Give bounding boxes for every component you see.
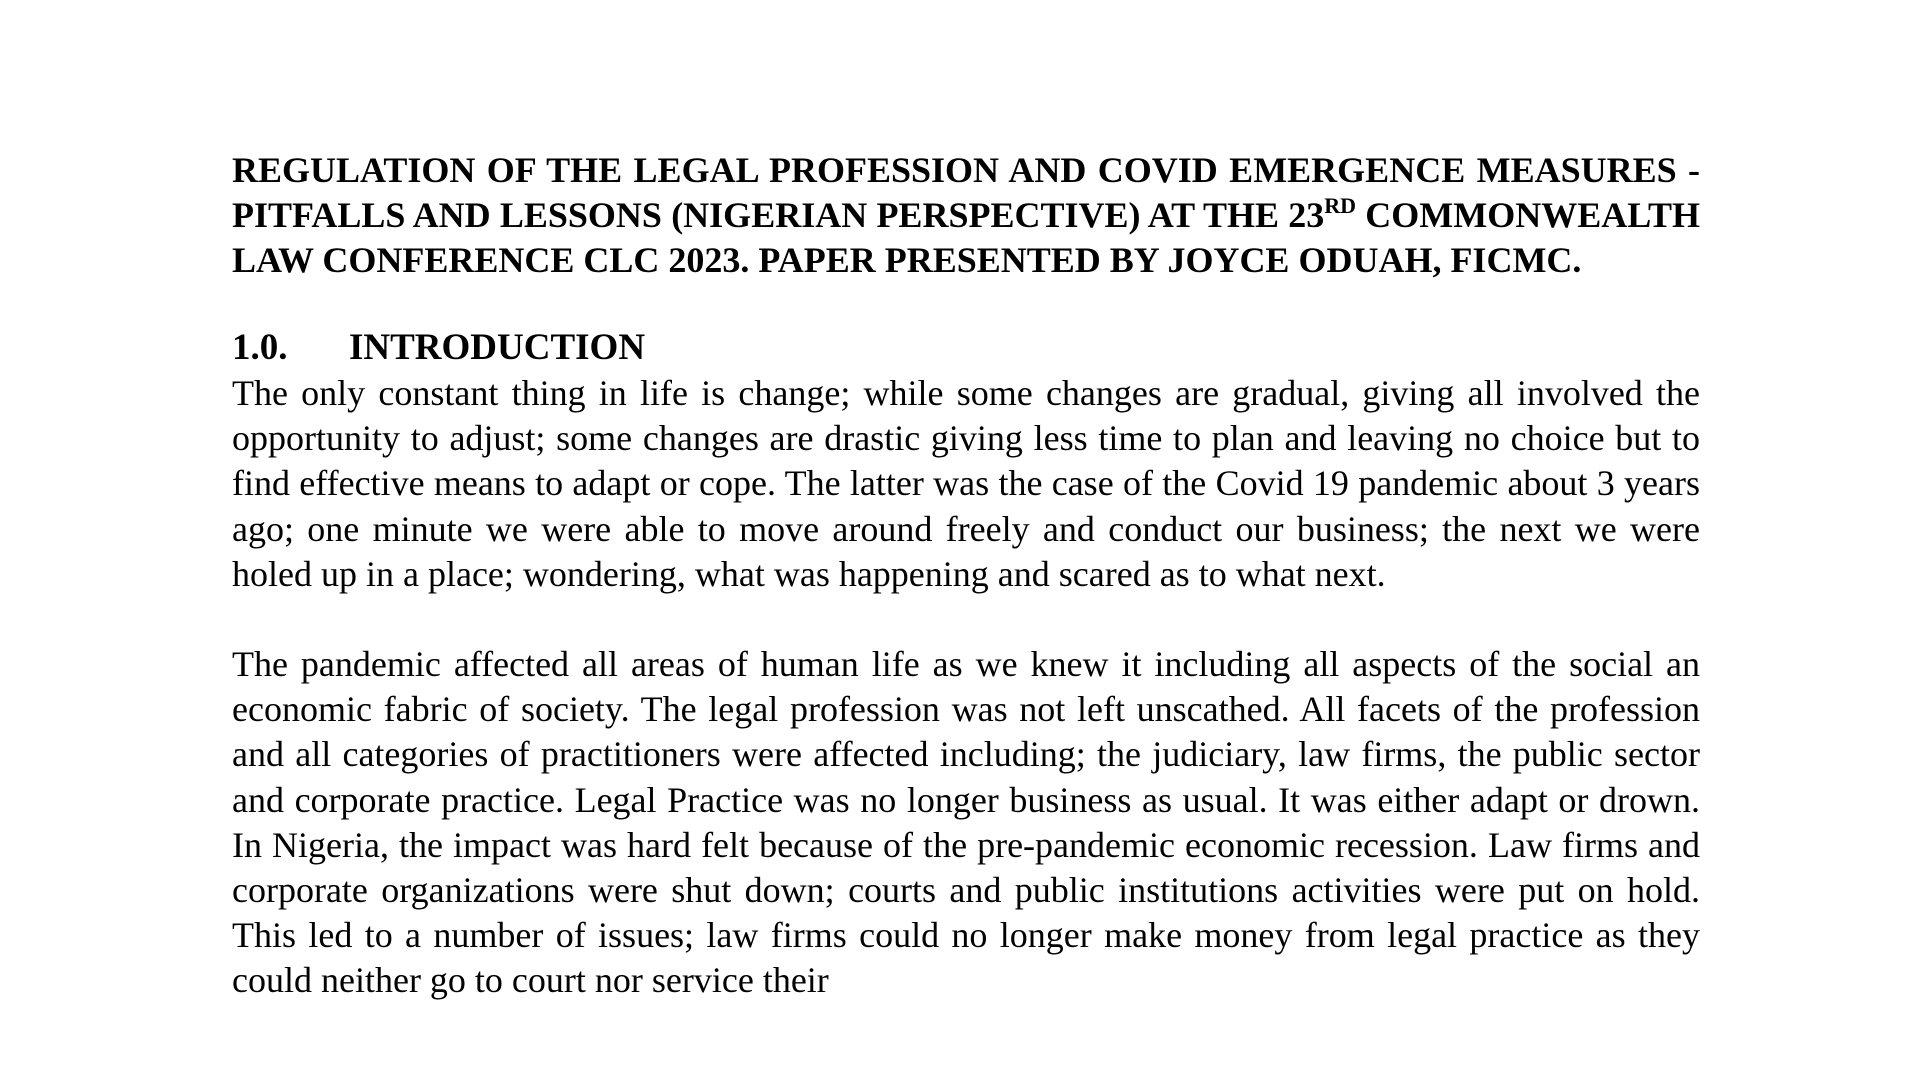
- paragraph-1: The only constant thing in life is change; while some changes are gradual, giving all involved the opportunity to adjust; some changes are drastic giving less time to plan and leaving no choice but to find effective means to adapt or cope. The latter was the case of the Covid 19 pandemic about 3 years ago; one minute we were able to move around freely and conduct our business; the next we were holed up in a place; wondering, what was happening and scared as to what next.: [232, 373, 1700, 594]
- title-main: REGULATION OF THE LEGAL PROFESSION AND COVID EMERGENCE MEASURES -PITFALLS AND LESSONS (NIGERIAN PERSPECTIVE) AT THE 23: [232, 150, 1700, 235]
- section-heading-introduction: [232, 325, 1700, 371]
- section-title: INTRODUCTION: [349, 327, 646, 368]
- document-content: [232, 148, 1700, 1004]
- title-rest: COMMONWEALTH LAW CONFERENCE CLC 2023. PAPER PRESENTED BY JOYCE ODUAH, FICMC.: [232, 195, 1700, 280]
- document-title: [232, 148, 1700, 283]
- paragraph-2: The pandemic affected all areas of human life as we knew it including all aspects of the social an economic fabric of society. The legal profession was not left unscathed. All facets of the profession and all categories of practitioners were affected including; the judiciary, law firms, the public sector and corporate practice. Legal Practice was no longer business as usual. It was either adapt or drown. In Nigeria, the impact was hard felt because of the pre-pandemic economic recession. Law firms and corporate organizations were shut down; courts and public institutions activities were put on hold. This led to a number of issues; law firms could no longer make money from legal practice as they could neither go to court nor service their: [232, 644, 1700, 1001]
- title-superscript: RD: [1324, 193, 1357, 218]
- section-number: 1.0.: [232, 327, 288, 368]
